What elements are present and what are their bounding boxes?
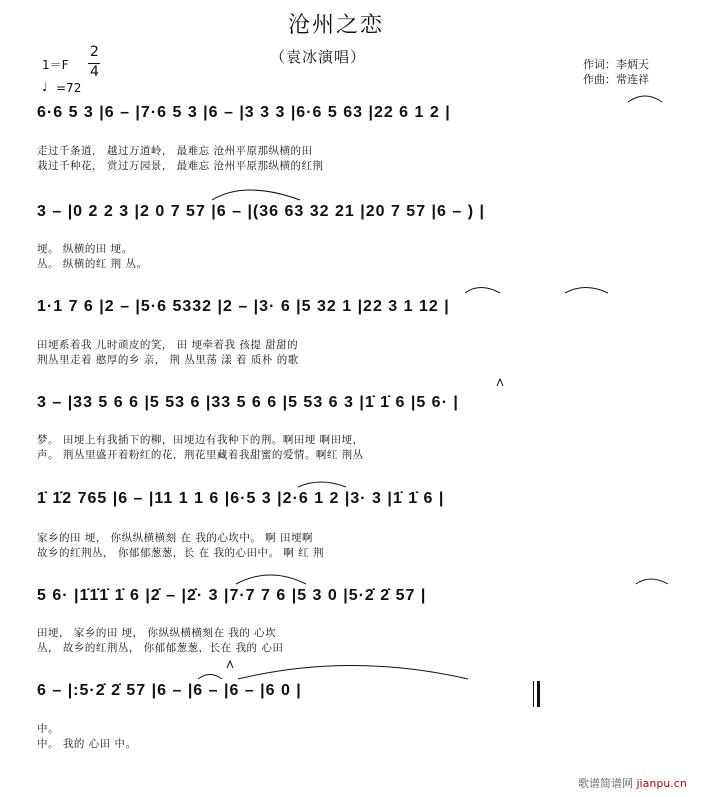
slur-mark [465,288,500,294]
watermark-site: 歌谱简谱网 [578,777,633,790]
notation-line-5: 1̇ 1̇2 765 |6 – |11 1 1 6 |6·5 3 |2·6 1 2 |3· 3 |1̇ 1̇ 6 | [37,490,445,507]
slur-mark [236,575,306,584]
notation-line-1: 6·6 5 3 |6 – |7·6 5 3 |6 – |3 3 3 |6·6 5 63 |22 6 1 2 | [37,104,451,121]
watermark [578,775,687,791]
lyric-line-4-verse-2: 声。 荆丛里盛开着粉红的花，荆花里藏着我甜蜜的爱情。啊红 荆丛 [37,449,364,461]
lyric-line-7-verse-2: 中。 我的 心田 中。 [37,738,137,750]
lyric-line-7-verse-1: 中。 [37,723,59,735]
song-title: 沧州之恋 [288,13,385,38]
slur-mark [636,579,668,584]
final-barline-thick [537,681,540,707]
slur-mark [238,666,468,680]
song-subtitle: （袁冰演唱） [270,48,367,66]
slur-mark [628,96,662,102]
tempo-marking: =72 [56,81,82,95]
slur-mark [565,288,608,294]
lyric-line-6-verse-1: 田埂， 家乡的田 埂， 你纵纵横横刻在 我的 心坎 [37,627,277,639]
lyric-line-5-verse-1: 家乡的田 埂， 你纵纵横横刻 在 我的心坎中。 啊 田埂啊 [37,532,314,544]
time-signature-bottom: 4 [90,64,99,80]
notation-line-6: 5 6· |1̇1̇1̇ 1̇ 6 |2̇ – |2̇· 3 |7·7 7 6 |5 3 0 |5·2̇ 2̇ 57 | [37,587,427,604]
lyric-line-5-verse-2: 故乡的红荆丛， 你郁郁葱葱，长 在 我的心田中。 啊 红 荆 [37,547,325,559]
notation-line-3: 1·1 7 6 |2 – |5·6 5332 |2 – |3· 6 |5 32 1 |22 3 1 12 | [37,298,450,315]
accent-mark [227,661,233,668]
slur-mark [198,675,222,680]
final-barline-thin [533,681,534,707]
lyric-line-1-verse-1: 走过千条道， 越过万道岭， 最难忘 沧州平原那纵横的田 [37,145,313,157]
lyric-line-3-verse-1: 田埂系着我 儿时顽皮的笑， 田 埂牵着我 孩提 甜甜的 [37,339,299,351]
accent-mark [497,379,503,386]
lyric-line-1-verse-2: 栽过千种花， 赏过万园景， 最难忘 沧州平原那纵横的红荆 [37,160,324,172]
lyric-line-2-verse-2: 丛。 纵横的红 荆 丛。 [37,258,148,270]
notation-line-7: 6 – |:5·2̇ 2̇ 57 |6 – |6 – |6 – |6 0 | [37,682,302,699]
tempo-note-icon: ♩ [42,80,48,94]
key-signature: 1＝F [42,58,69,72]
notation-line-4: 3 – |33 5 6 6 |5 53 6 |33 5 6 6 |5 53 6 3 |1̇ 1̇ 6 |5 6· | [37,394,459,411]
lyric-line-2-verse-1: 埂。 纵横的田 埂。 [37,243,133,255]
composer-credit: 作曲：常连祥 [583,73,649,86]
lyricist-credit: 作词：李炳天 [583,58,649,71]
time-signature-top: 2 [90,44,99,60]
slur-mark [298,482,346,487]
notation-line-2: 3 – |0 2 2 3 |2 0 7 57 |6 – |(36 63 32 21 |20 7 57 |6 – ) | [37,203,485,220]
lyric-line-6-verse-2: 丛， 故乡的红荆丛， 你郁郁葱葱，长在 我的 心田 [37,642,284,654]
lyric-line-4-verse-1: 梦。 田埂上有我插下的柳，田埂边有我种下的荆。啊田埂 啊田埂， [37,434,364,446]
lyric-line-3-verse-2: 荆丛里走着 憨厚的乡 亲， 荆 丛里荡 漾 着 质朴 的歌 [37,354,299,366]
slur-mark [212,190,300,200]
watermark-domain: jianpu.cn [636,777,687,790]
